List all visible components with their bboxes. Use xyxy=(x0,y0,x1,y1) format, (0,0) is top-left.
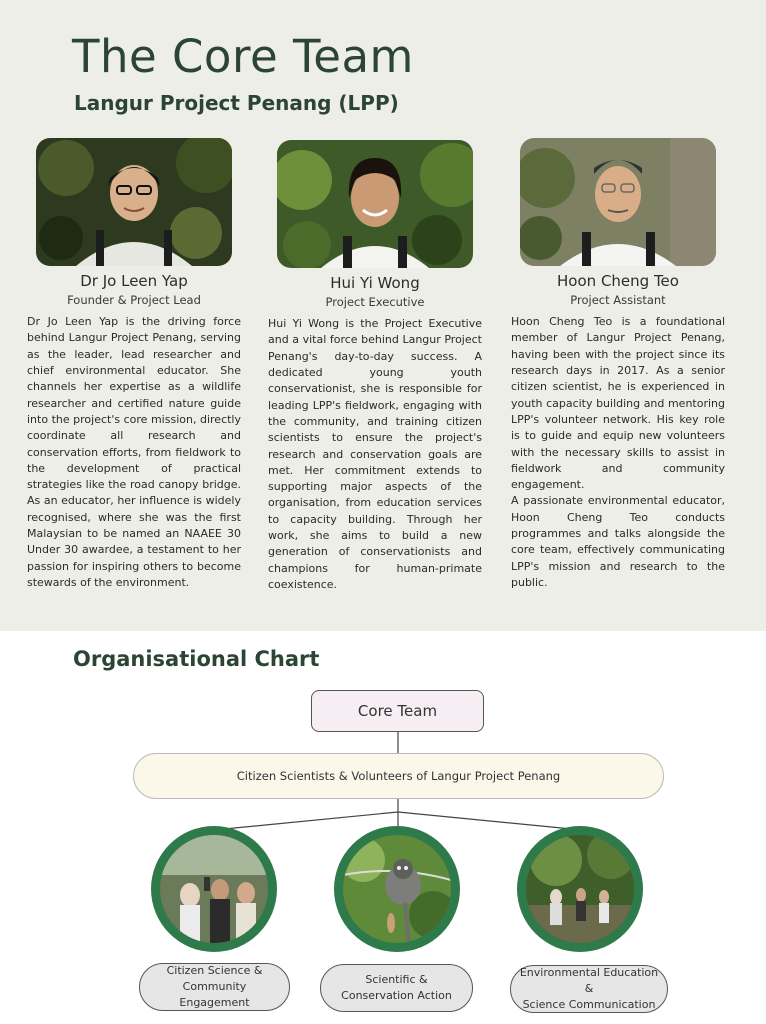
org-chart-title: Organisational Chart xyxy=(73,647,320,671)
member-bio: Dr Jo Leen Yap is the driving force behind Langur Project Penang, serving as the leader, lead researcher and chief environmental educator. She channels her expertise as a wildlife researcher and certified nature guide into the project's core mission, directly coordinate all research and conservation efforts, from fieldwork to the development of practical strategies like the road canopy bridge. As an educator, her influence is widely recognised, where she was the first Malaysian to be named an NAAEE 30 Under 30 awardee, a testament to her passion for inspiring others to become stewards of the environment. xyxy=(27,315,241,589)
member-bio-continued: A passionate environmental educator, Hoon Cheng Teo conducts programmes and talks alongside the core team, effectively communicating LPP's mission and research to the public. xyxy=(511,494,725,589)
branch-environmental-education: Environmental Education & Science Communication xyxy=(510,965,668,1013)
branch-citizen-science: Citizen Science & Community Engagement xyxy=(139,963,290,1011)
scientific-conservation-image xyxy=(334,826,460,952)
member-bio: Hui Yi Wong is the Project Executive and a vital force behind Langur Project Penang's day-to-day success. A dedicated young youth conservationist, she is responsible for leading LPP's fieldwork, engaging with the community, and training citizen scientists to ensure the project's research and conservation goals are met. Her commitment extends to supporting major aspects of the organisation, from education services to capacity building. Through her work, she aims to build a new generation of conservationists and champions for human-primate coexistence. xyxy=(268,317,482,591)
branch-scientific-conservation: Scientific & Conservation Action xyxy=(320,964,473,1012)
core-team-box: Core Team xyxy=(311,690,484,732)
environmental-education-image xyxy=(517,826,643,952)
page-subtitle: Langur Project Penang (LPP) xyxy=(74,91,399,115)
volunteers-box: Citizen Scientists & Volunteers of Langur Project Penang xyxy=(133,753,664,799)
member-role: Project Assistant xyxy=(570,292,666,307)
citizen-science-image xyxy=(151,826,277,952)
member-name: Dr Jo Leen Yap xyxy=(80,272,188,290)
member-name: Hoon Cheng Teo xyxy=(557,272,679,290)
member-name: Hui Yi Wong xyxy=(330,274,420,292)
member-role: Project Executive xyxy=(325,294,425,309)
member-bio: Hoon Cheng Teo is a foundational member of Langur Project Penang, having been with the project since its research days in 2017. As a senior citizen scientist, he is experienced in youth capacity building and mentoring LPP's volunteer network. His key role is to guide and equip new volunteers with the necessary skills to assist in fieldwork and community engagement. xyxy=(511,315,725,492)
member-role: Founder & Project Lead xyxy=(67,292,201,307)
page-title: The Core Team xyxy=(72,30,414,83)
